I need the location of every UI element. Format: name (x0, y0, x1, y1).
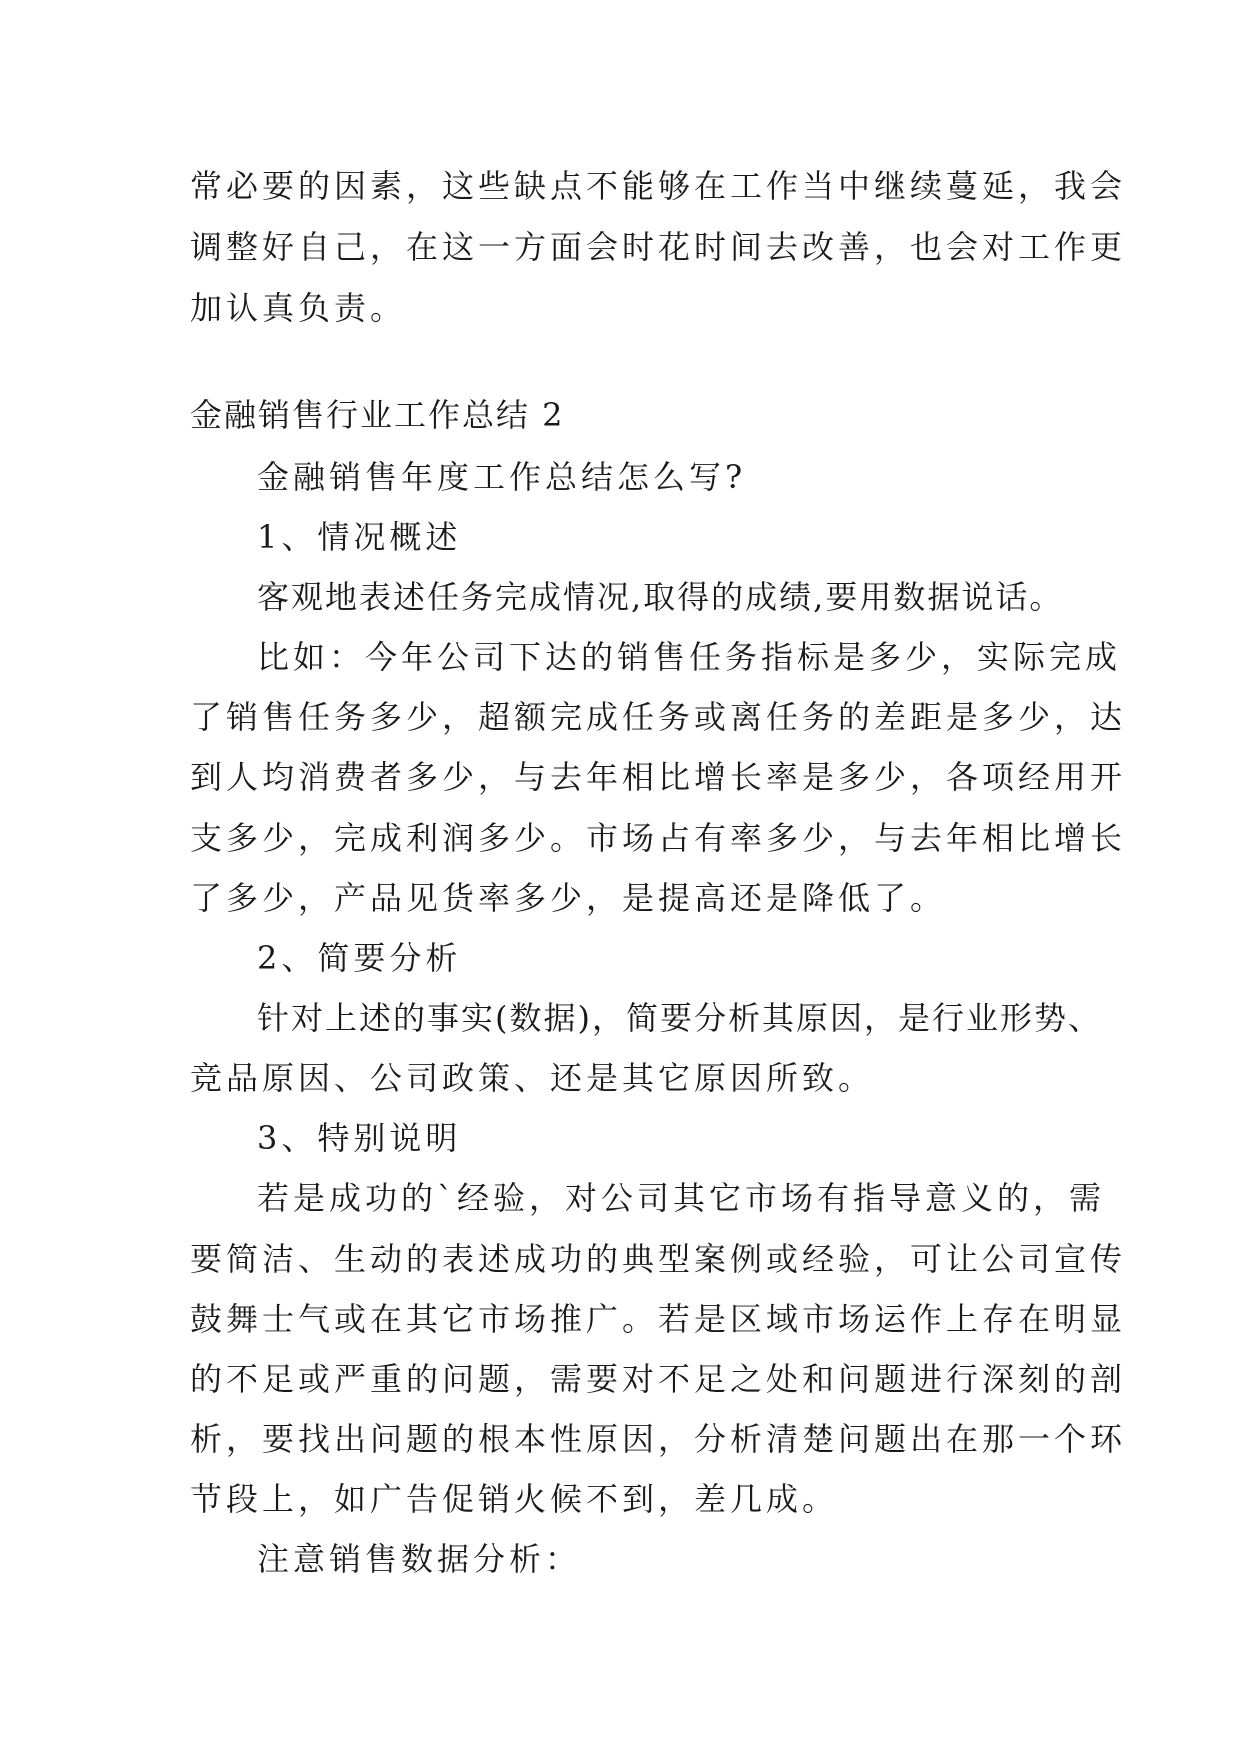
item3-para-line-4: 的不足或严重的问题，需要对不足之处和问题进行深刻的剖 (190, 1360, 1127, 1398)
final-line: 注意销售数据分析： (257, 1540, 582, 1578)
item3-para-line-1: 若是成功的`经验，对公司其它市场有指导意义的，需 (257, 1179, 1106, 1217)
item3-para-line-5: 析，要找出问题的根本性原因，分析清楚问题出在那一个环 (190, 1420, 1127, 1458)
intro-line-1: 常必要的因素，这些缺点不能够在工作当中继续蔓延，我会 (190, 167, 1127, 205)
item2-para-line-1: 针对上述的事实(数据)，简要分析其原因，是行业形势、 (257, 999, 1102, 1037)
intro-line-2: 调整好自己，在这一方面会时花时间去改善，也会对工作更 (190, 228, 1127, 266)
item1-title: 1、情况概述 (257, 518, 462, 556)
section-title: 金融销售行业工作总结 2 (190, 396, 565, 434)
item3-para-line-2: 要简洁、生动的表述成功的典型案例或经验，可让公司宣传 (190, 1240, 1127, 1278)
intro-line-3: 加认真负责。 (190, 289, 407, 327)
item1-para2-line-3: 到人均消费者多少，与去年相比增长率是多少，各项经用开 (190, 758, 1127, 796)
subtitle: 金融销售年度工作总结怎么写? (257, 458, 747, 496)
item1-para2-line-1: 比如：今年公司下达的销售任务指标是多少，实际完成 (257, 638, 1122, 676)
item1-para2-line-2: 了销售任务多少，超额完成任务或离任务的差距是多少，达 (190, 698, 1127, 736)
item3-title: 3、特别说明 (257, 1119, 462, 1157)
item2-title: 2、简要分析 (257, 939, 462, 977)
item3-para-line-3: 鼓舞士气或在其它市场推广。若是区域市场运作上存在明显 (190, 1300, 1127, 1338)
item3-para-line-6: 节段上，如广告促销火候不到，差几成。 (190, 1480, 839, 1518)
item1-para1: 客观地表述任务完成情况,取得的成绩,要用数据说话。 (257, 578, 1064, 616)
item1-para2-line-4: 支多少，完成利润多少。市场占有率多少，与去年相比增长 (190, 819, 1127, 857)
item1-para2-line-5: 了多少，产品见货率多少，是提高还是降低了。 (190, 879, 947, 917)
item2-para-line-2: 竞品原因、公司政策、还是其它原因所致。 (190, 1059, 875, 1097)
